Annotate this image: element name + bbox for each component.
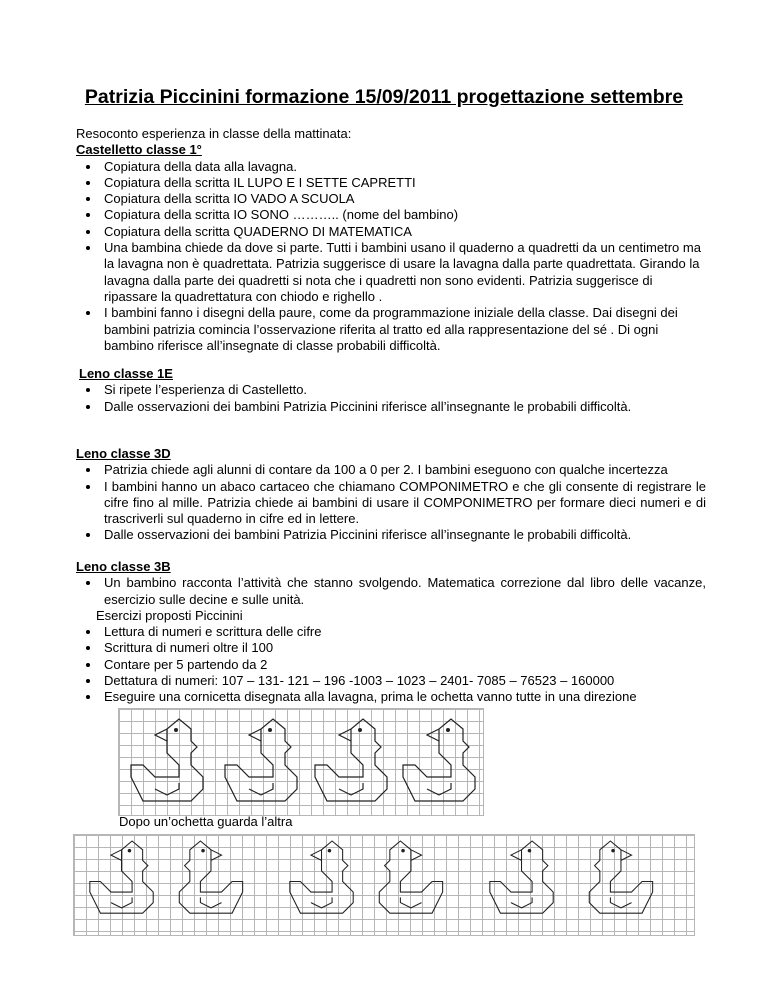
list-item: • Dalle osservazioni dei bambini Patrizia Piccinini riferisce all’insegnante le probabili difficoltà. — [101, 399, 706, 415]
section-heading: Leno classe 3D — [76, 446, 171, 461]
list-item: • Dettatura di numeri: 107 – 131- 121 – 196 -1003 – 1023 – 2401- 7085 – 76523 – 160000 — [101, 673, 706, 689]
section-leno-3d — [76, 446, 706, 544]
section-heading: Castelletto classe 1° — [76, 142, 202, 158]
list-item: • Copiatura della data alla lavagna. — [101, 159, 706, 175]
list-item: • Si ripete l’esperienza di Castelletto. — [101, 382, 706, 398]
list-item: • Copiatura della scritta IO SONO ……….. (nome del bambino) — [101, 207, 706, 223]
sub-heading: Esercizi proposti Piccinini — [96, 607, 243, 623]
list-item: • Eseguire una cornicetta disegnata alla lavagna, prima le ochetta vanno tutte in una direzione — [101, 689, 706, 705]
section-heading: Leno classe 3B — [76, 559, 171, 574]
caption-text: Dopo un’ochetta guarda l’altra — [119, 814, 293, 829]
page-title: Patrizia Piccinini formazione 15/09/2011 progettazione settembre — [84, 86, 684, 108]
section-leno-3b — [76, 559, 706, 706]
list-item: • Copiatura della scritta QUADERNO DI MATEMATICA — [101, 224, 706, 240]
section-castelletto — [76, 126, 706, 354]
list-item: • Una bambina chiede da dove si parte. Tutti i bambini usano il quaderno a quadretti da un centimetro ma la lavagna non è quadrettata. Patrizia suggerisce di usare la lavagna dalla parte quadrettata. Girando la lavagna dalla parte dei quadretti si nota che i quadretti non sono evidenti. Patrizia suggerisce di ripassare la quadrettatura con chiodo e righello . — [101, 240, 706, 305]
list-item: • I bambini fanno i disegni della paure, come da programmazione iniziale della classe. Dai disegni dei bambini patrizia comincia l’osservazione riferita al tratto ed alla rappresentazione del sé . Di ogni bambino riferisce all’insegnate di classe probabili difficoltà. — [101, 305, 706, 354]
list-item: • I bambini hanno un abaco cartaceo che chiamano COMPONIMETRO e che gli consente di registrare le cifre fino al mille. Patrizia chiede ai bambini di usare il COMPONIMETRO per formare dieci numeri e di trascriverli sul quaderno in cifre ed in lettere. — [101, 479, 706, 528]
intro-text: Resoconto esperienza in classe della mattinata: — [76, 126, 352, 141]
list-item: • Lettura di numeri e scrittura delle cifre — [101, 624, 706, 640]
list-item: • Dalle osservazioni dei bambini Patrizia Piccinini riferisce all’insegnante le probabili difficoltà. — [101, 527, 706, 543]
list-item: • Copiatura della scritta IO VADO A SCUOLA — [101, 191, 706, 207]
section-leno-1e — [76, 366, 706, 415]
section-heading: Leno classe 1E — [79, 366, 173, 381]
duck-frieze-two — [73, 834, 695, 936]
list-item: • Contare per 5 partendo da 2 — [101, 657, 706, 673]
list-item: • Scrittura di numeri oltre il 100 — [101, 640, 706, 656]
list-item: • Copiatura della scritta IL LUPO E I SETTE CAPRETTI — [101, 175, 706, 191]
duck-frieze-one — [118, 708, 484, 816]
list-item: • Patrizia chiede agli alunni di contare da 100 a 0 per 2. I bambini eseguono con qualche incertezza — [101, 462, 706, 478]
list-item: • Un bambino racconta l’attività che stanno svolgendo. Matematica correzione dal libro delle vacanze, esercizio sulle decine e sulle unità. — [101, 575, 706, 608]
